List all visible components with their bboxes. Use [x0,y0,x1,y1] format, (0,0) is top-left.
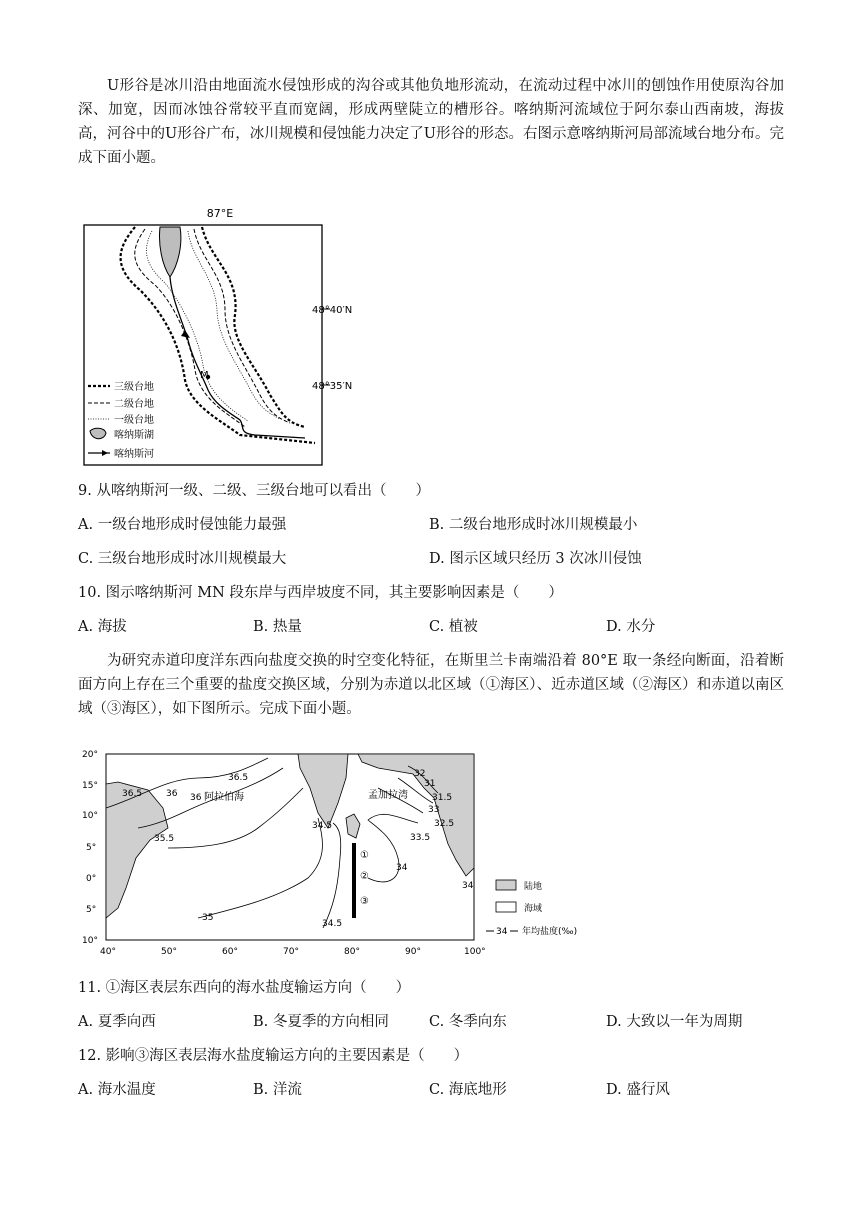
q12-option-b[interactable]: B. 洋流 [253,1082,302,1098]
q10-option-a[interactable]: A. 海拔 [78,619,127,635]
y-label-4: 0° [86,874,97,884]
y-label-5: 5° [86,905,97,915]
contour-label-1: 36.5 [122,789,143,799]
x-label-1: 50° [161,947,177,957]
passage-2: 为研究赤道印度洋东西向盐度交换的时空变化特征，在斯里兰卡南端沿着 80°E 取一条经向断面，沿着断面方向上存在三个重要的盐度交换区域，分别为赤道以北区域（①海区）、近赤道区域（②海区）和赤道以南区域（③海区），如下图所示。完成下面小题。 [78,653,784,717]
q10-option-d[interactable]: D. 水分 [606,619,656,635]
lat-label-2: 48°35′N [312,381,353,392]
q11-option-d[interactable]: D. 大致以一年为周期 [606,1014,743,1030]
contour-label-16: 34 [462,881,474,891]
q9-option-c[interactable]: C. 三级台地形成时冰川规模最大 [78,551,287,567]
point-m: M [200,370,209,381]
legend-contour: 年均盐度(‰) [522,927,578,937]
legend-contour-value: 34 [496,927,508,937]
contour-label-11: 33 [428,805,440,815]
q9-option-a[interactable]: A. 一级台地形成时侵蚀能力最强 [78,517,287,533]
y-label-3: 5° [86,843,97,853]
zone-3: ③ [360,896,369,907]
contour-label-5: 35.5 [154,834,175,844]
q11-option-a[interactable]: A. 夏季向西 [78,1014,156,1030]
zone-1: ① [360,850,369,861]
legend-land: 陆地 [524,882,543,892]
x-label-0: 40° [100,947,116,957]
x-label-4: 80° [344,947,360,957]
contour-label-7: 34.5 [312,821,333,831]
y-label-1: 15° [82,781,98,791]
q12-option-a[interactable]: A. 海水温度 [78,1082,156,1098]
contour-label-9: 34 [396,863,408,873]
contour-label-13: 31.5 [432,793,453,803]
q12-option-c[interactable]: C. 海底地形 [429,1082,507,1098]
legend-level3: 三级台地 [114,382,154,393]
sea-label-bengal: 孟加拉湾 [368,790,408,801]
x-label-5: 90° [405,947,421,957]
question-11-stem: 11. ①海区表层东西向的海水盐度输运方向（ ） [78,980,411,996]
x-label-3: 70° [283,947,299,957]
legend-lake: 喀纳斯湖 [114,430,154,441]
legend-level2: 二级台地 [114,399,154,410]
q11-option-c[interactable]: C. 冬季向东 [429,1014,507,1030]
sea-label-arabian: 阿拉伯海 [204,792,244,803]
contour-label-3: 36 [166,789,178,799]
question-9-stem: 9. 从喀纳斯河一级、二级、三级台地可以看出（ ） [78,483,430,499]
x-label-6: 100° [464,947,486,957]
lon-label-87e: 87°E [206,207,234,220]
legend-level1: 一级台地 [114,415,154,426]
contour-label-8: 34.5 [322,919,343,929]
q9-option-d[interactable]: D. 图示区域只经历 3 次冰川侵蚀 [429,551,642,567]
contour-label-6: 35 [202,913,214,923]
question-12-stem: 12. 影响③海区表层海水盐度输运方向的主要因素是（ ） [78,1048,469,1064]
contour-label-10: 33.5 [410,833,431,843]
legend-sea: 海域 [524,904,543,914]
zone-2: ② [360,871,369,882]
contour-label-15: 32 [414,769,426,779]
contour-label-4: 36 [190,793,202,803]
y-label-2: 10° [82,811,98,821]
indian-ocean-salinity-map [78,748,598,958]
y-label-6: 10° [82,936,98,946]
contour-label-2: 36.5 [228,773,249,783]
passage-1: U形谷是冰川沿由地面流水侵蚀形成的沟谷或其他负地形流动，在流动过程中冰川的刨蚀作用使原沟谷加深、加宽，因而冰蚀谷常较平直而宽阔，形成两壁陡立的槽形谷。喀纳斯河流域位于阿尔泰山西南坡，海拔高，河谷中的U形谷广布，冰川规模和侵蚀能力决定了U形谷的形态。右图示意喀纳斯河局部流域台地分布。完成下面小题。 [78,78,784,166]
legend-river: 喀纳斯河 [114,449,154,460]
q11-option-b[interactable]: B. 冬夏季的方向相同 [253,1014,389,1030]
q10-option-c[interactable]: C. 植被 [429,619,478,635]
kanas-terrace-map [80,205,380,470]
q10-option-b[interactable]: B. 热量 [253,619,302,635]
q12-option-d[interactable]: D. 盛行风 [606,1082,670,1098]
contour-label-14: 31 [424,779,436,789]
question-10-stem: 10. 图示喀纳斯河 MN 段东岸与西岸坡度不同，其主要影响因素是（ ） [78,585,563,601]
x-label-2: 60° [222,947,238,957]
q9-option-b[interactable]: B. 二级台地形成时冰川规模最小 [429,517,638,533]
contour-label-12: 32.5 [434,819,455,829]
lat-label-1: 48°40′N [312,305,353,316]
y-label-0: 20° [82,750,98,760]
